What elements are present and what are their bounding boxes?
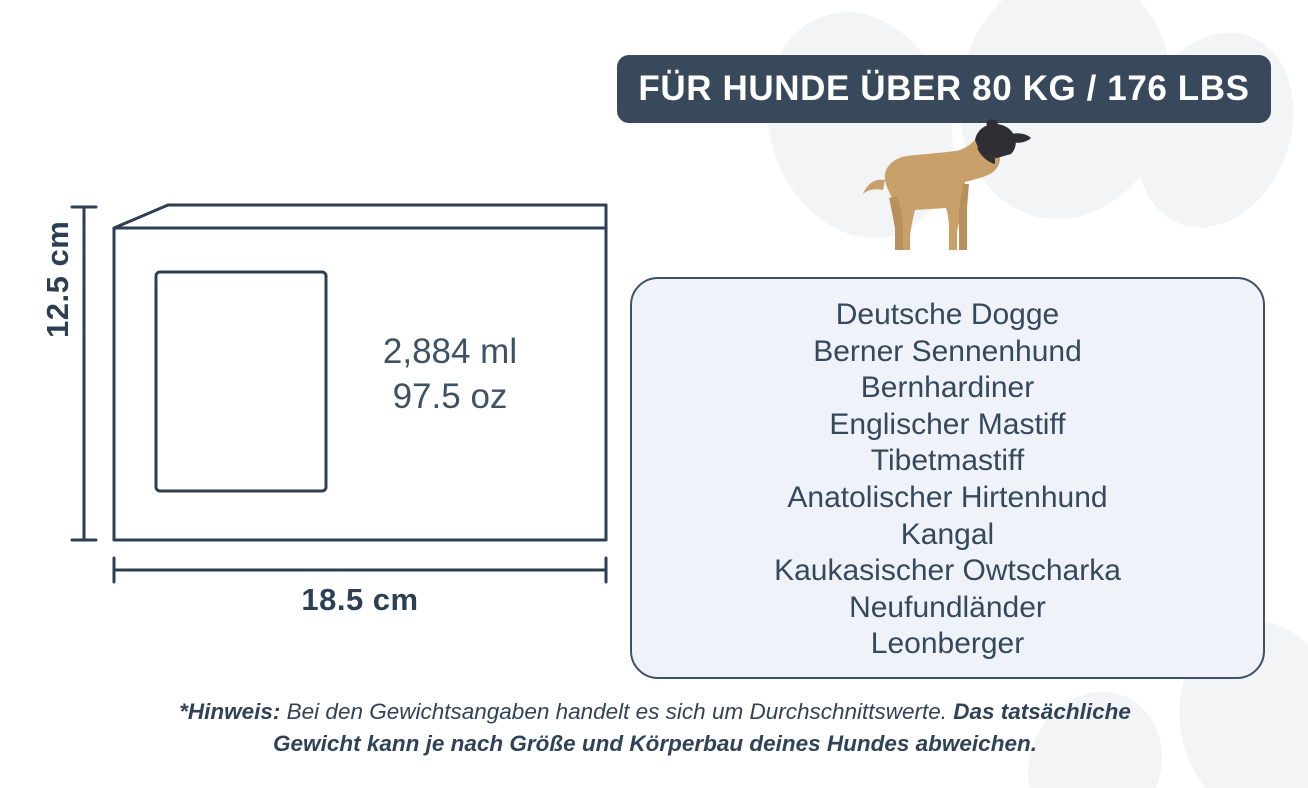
list-item: Deutsche Dogge: [835, 298, 1060, 332]
list-item: Neufundländer: [849, 590, 1046, 624]
footnote: [150, 696, 1160, 760]
list-item: Englischer Mastiff: [829, 407, 1066, 441]
box-width-label: 18.5 cm: [301, 582, 419, 617]
box-height-label: 12.5 cm: [40, 220, 75, 338]
box-volume: [330, 330, 570, 420]
list-item: Tibetmastiff: [870, 444, 1025, 478]
volume-ml-label: 2,884 ml: [382, 332, 518, 371]
footnote-bold-text: Das tatsächliche Gewicht kann je nach Größe und Körperbau deines Hundes abweichen.: [273, 699, 1131, 756]
list-item: Leonberger: [870, 627, 1025, 661]
list-item: Bernhardiner: [860, 371, 1035, 405]
list-item: Kangal: [900, 517, 995, 551]
list-item: Anatolischer Hirtenhund: [787, 481, 1108, 514]
breed-list-card: [630, 277, 1265, 679]
list-item: Berner Sennenhund: [813, 334, 1082, 368]
footnote-normal-text: Bei den Gewichtsangaben handelt es sich um Durchschnittswerte.: [280, 699, 954, 724]
footnote-lead: *Hinweis:: [179, 699, 281, 724]
weight-class-banner: [617, 55, 1271, 123]
box-diagram: [0, 0, 640, 788]
dog-silhouette-icon: [845, 118, 1035, 273]
volume-oz-label: 97.5 oz: [392, 376, 508, 416]
list-item: Kaukasischer Owtscharka: [774, 554, 1121, 588]
weight-class-title: FÜR HUNDE ÜBER 80 KG / 176 LBS: [638, 69, 1250, 108]
